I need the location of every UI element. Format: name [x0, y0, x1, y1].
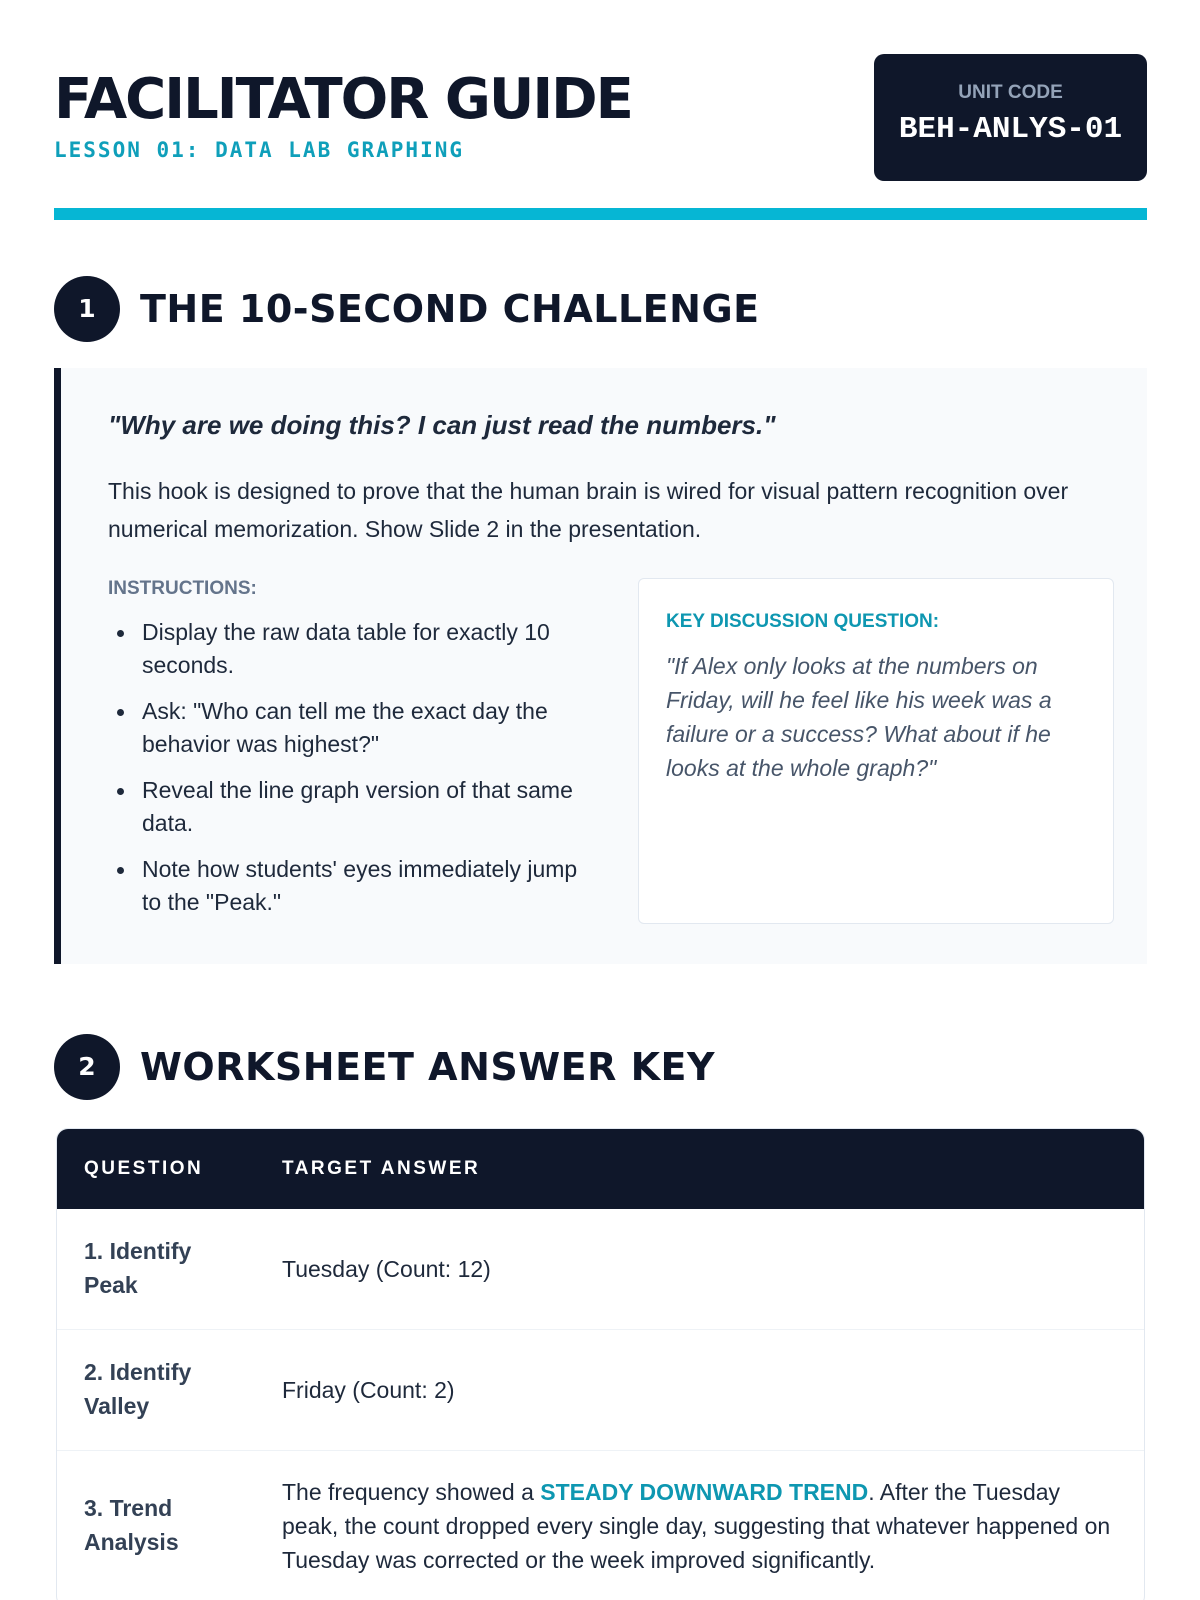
- table-row: [57, 1209, 1144, 1330]
- row-question: 3. Trend Analysis: [84, 1495, 179, 1555]
- hook-quote: "Why are we doing this? I can just read the numbers.": [108, 410, 776, 440]
- answer-text-start: The frequency showed a: [282, 1479, 541, 1505]
- key-question-label: KEY DISCUSSION QUESTION:: [666, 611, 940, 632]
- section-2-title: WORKSHEET ANSWER KEY: [140, 1045, 716, 1089]
- table-header: [57, 1129, 1144, 1209]
- trend-highlight: STEADY DOWNWARD TREND: [540, 1479, 869, 1505]
- key-question-text: "If Alex only looks at the numbers on Friday, will he feel like his week was a failure or a success? What about if he looks at the whole graph?": [666, 653, 1052, 781]
- row-answer: [282, 1475, 1112, 1577]
- section-1-heading: [54, 276, 1147, 342]
- row-question: 1. Identify Peak: [84, 1238, 192, 1298]
- column-header-question: QUESTION: [84, 1158, 204, 1179]
- row-answer: Friday (Count: 2): [282, 1377, 455, 1403]
- list-item: Ask: "Who can tell me the exact day the behavior was highest?": [108, 695, 588, 761]
- section-1-number-badge: 1: [54, 276, 120, 342]
- table-row: [57, 1330, 1144, 1451]
- page-title: FACILITATOR GUIDE: [54, 67, 632, 132]
- list-item: Note how students' eyes immediately jump to the "Peak.": [108, 853, 588, 919]
- page-header: [54, 54, 1147, 224]
- instructions-list: [108, 616, 588, 932]
- column-header-target-answer: TARGET ANSWER: [282, 1158, 481, 1179]
- row-question: 2. Identify Valley: [84, 1359, 192, 1419]
- instructions-label: INSTRUCTIONS:: [108, 578, 257, 599]
- section-1-title: THE 10-SECOND CHALLENGE: [140, 287, 760, 331]
- table-row: [57, 1451, 1144, 1600]
- section-2-number-badge: 2: [54, 1034, 120, 1100]
- page-subtitle: LESSON 01: DATA LAB GRAPHING: [54, 138, 465, 162]
- section-2-heading: [54, 1034, 1147, 1100]
- challenge-callout: [54, 368, 1147, 964]
- header-divider: [54, 208, 1147, 220]
- key-question-card: [638, 578, 1114, 924]
- answer-text-end: . After the Tuesday peak, the count dropped every single day, suggesting that whatever happened on Tuesday was corrected or the week improved significantly.: [282, 1479, 1111, 1573]
- unit-code-value: BEH-ANLYS-01: [898, 112, 1123, 147]
- unit-code-label: UNIT CODE: [958, 82, 1063, 103]
- hook-intro: This hook is designed to prove that the human brain is wired for visual pattern recognition over numerical memorization. Show Slide 2 in the presentation.: [108, 478, 1069, 542]
- row-answer: Tuesday (Count: 12): [282, 1256, 491, 1282]
- list-item: Reveal the line graph version of that same data.: [108, 774, 588, 840]
- unit-code-box: [874, 54, 1147, 181]
- answer-key-table: [56, 1128, 1145, 1600]
- list-item: Display the raw data table for exactly 10 seconds.: [108, 616, 588, 682]
